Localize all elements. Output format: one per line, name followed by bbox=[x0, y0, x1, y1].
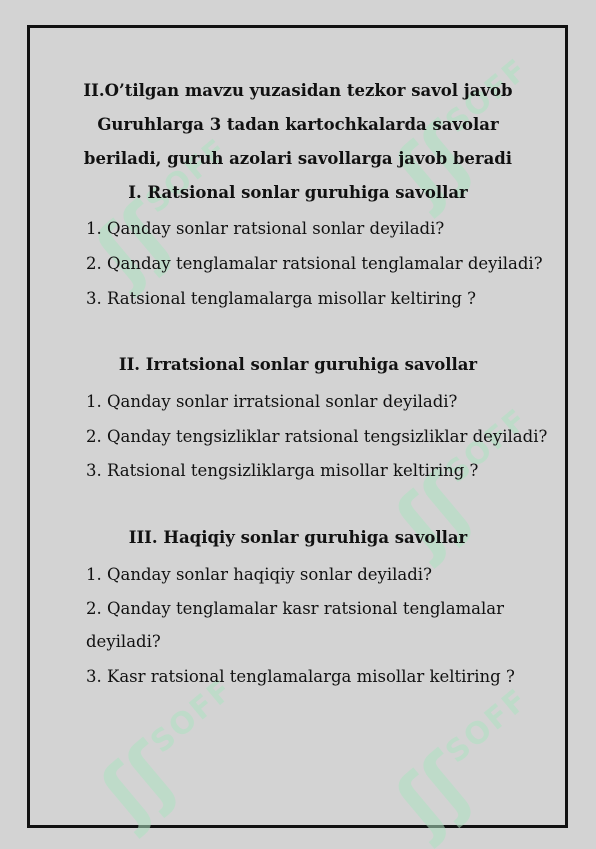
section-title: II. Irratsional sonlar guruhiga savollar bbox=[118, 355, 478, 374]
watermark: ʃʃSOFF bbox=[85, 671, 241, 839]
intro-line-2: Guruhlarga 3 tadan kartochkalarda savolar bbox=[97, 115, 499, 134]
question-item: 3. Ratsional tenglamalarga misollar keltiring ? bbox=[86, 289, 476, 308]
watermark: ʃʃSOFF bbox=[380, 51, 536, 219]
question-item: 3. Ratsional tengsizliklarga misollar keltiring ? bbox=[86, 461, 479, 480]
watermark: ʃʃSOFF bbox=[380, 681, 536, 849]
question-item: 2. Qanday tenglamalar ratsional tenglamalar deyiladi? bbox=[86, 254, 543, 273]
question-item-continuation: deyiladi? bbox=[86, 632, 161, 651]
question-item: 1. Qanday sonlar ratsional sonlar deyiladi? bbox=[86, 219, 445, 238]
question-item: 1. Qanday sonlar irratsional sonlar deyiladi? bbox=[86, 392, 458, 411]
section-title: III. Haqiqiy sonlar guruhiga savollar bbox=[128, 528, 468, 547]
watermark: ʃʃSOFF bbox=[80, 131, 236, 299]
question-item: 2. Qanday tenglamalar kasr ratsional tenglamalar bbox=[86, 599, 505, 618]
question-item: 1. Qanday sonlar haqiqiy sonlar deyiladi? bbox=[86, 565, 432, 584]
section-title: I. Ratsional sonlar guruhiga savollar bbox=[128, 183, 468, 202]
watermark: ʃʃSOFF bbox=[380, 401, 536, 569]
intro-line-1: II.O’tilgan mavzu yuzasidan tezkor savol javob bbox=[83, 81, 513, 100]
question-item: 2. Qanday tengsizliklar ratsional tengsizliklar deyiladi? bbox=[86, 427, 548, 446]
question-item: 3. Kasr ratsional tenglamalarga misollar keltiring ? bbox=[86, 667, 515, 686]
intro-line-3: beriladi, guruh azolari savollarga javob beradi bbox=[83, 149, 513, 168]
